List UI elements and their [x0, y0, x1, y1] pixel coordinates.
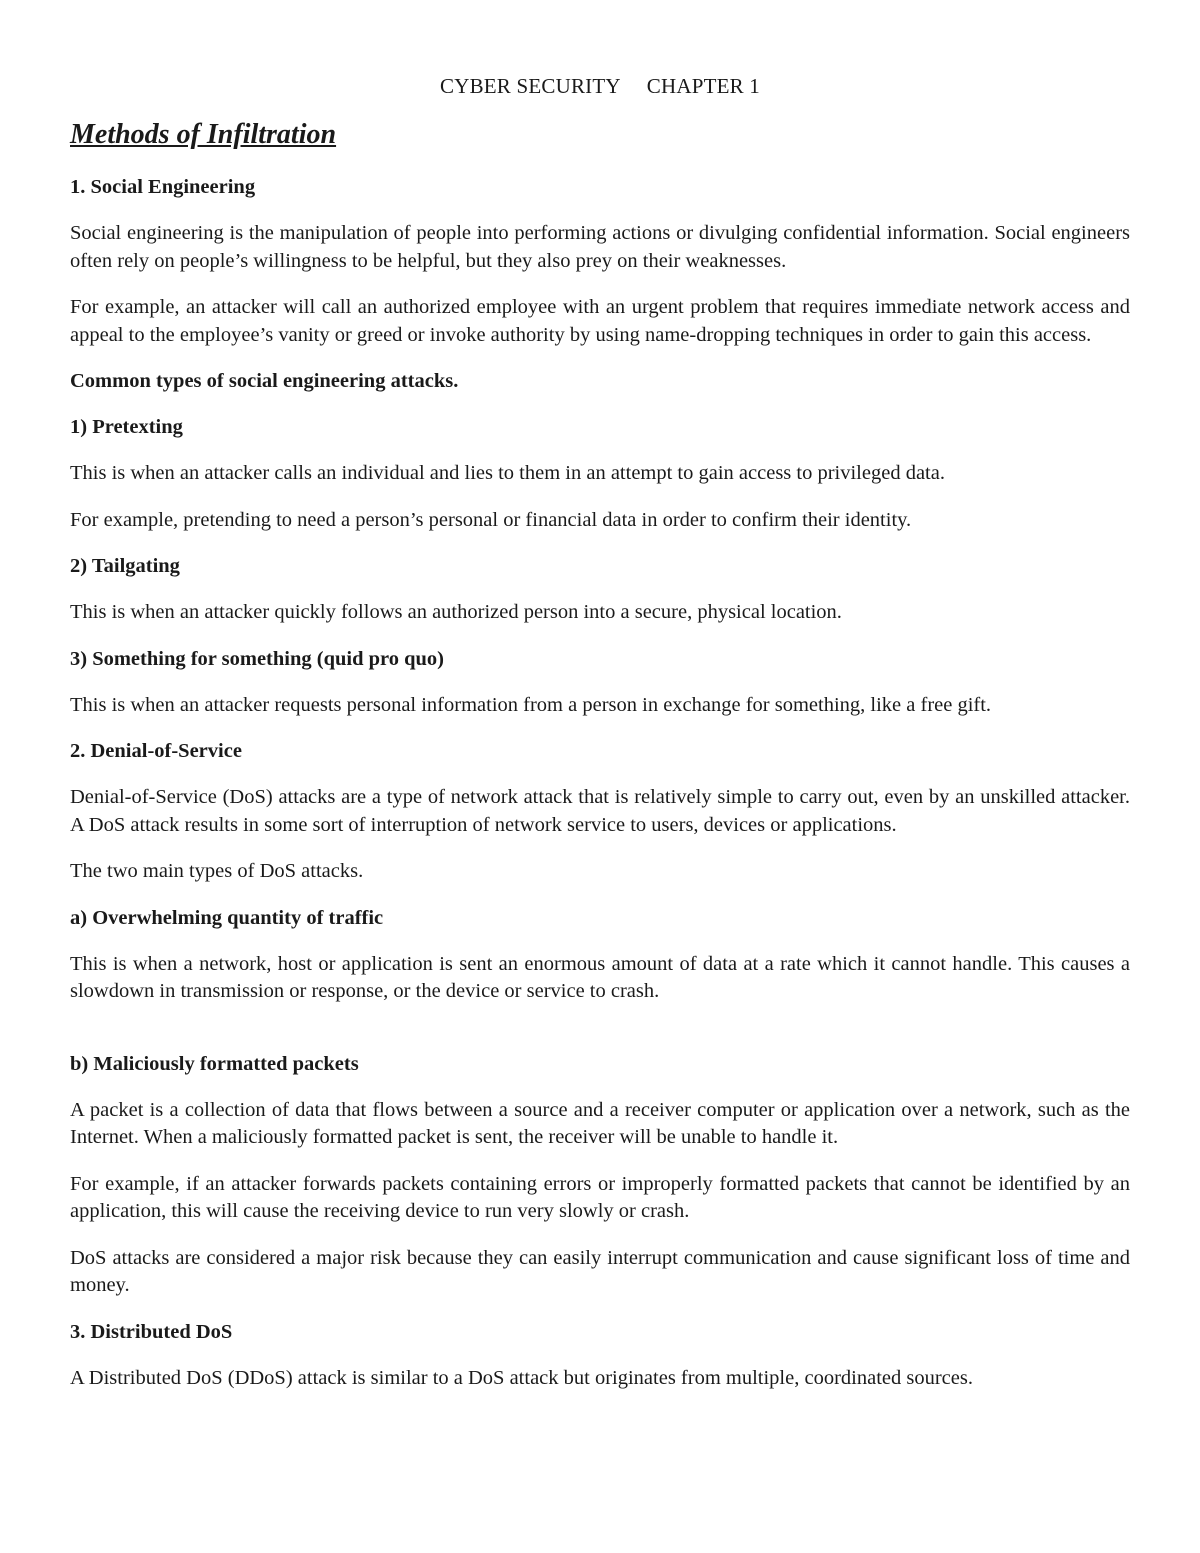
- document-page: [70, 72, 1130, 1411]
- document-title-chapter: CHAPTER 1: [646, 74, 760, 98]
- document-title-subject: CYBER SECURITY: [440, 74, 621, 98]
- paragraph: This is when an attacker requests personal information from a person in exchange for something, like a free gift.: [70, 693, 992, 716]
- document-title: [70, 72, 1130, 100]
- heading-pretexting: 1) Pretexting: [70, 416, 183, 438]
- paragraph: The two main types of DoS attacks.: [70, 860, 364, 882]
- section-title: Methods of Infiltration: [70, 119, 337, 150]
- paragraph: This is when a network, host or application is sent an enormous amount of data at a rate which it cannot handle. This causes a slowdown in transmission or response, or the device or service to crash.: [70, 952, 1130, 1002]
- paragraph: For example, if an attacker forwards packets containing errors or improperly formatted packets that cannot be identified by an application, this will cause the receiving device to run very slowly or crash.: [70, 1172, 1130, 1222]
- heading-distributed-dos: 3. Distributed DoS: [70, 1320, 233, 1343]
- paragraph: For example, an attacker will call an authorized employee with an urgent problem that requires immediate network access and appeal to the employee’s vanity or greed or invoke authority by using name-dropping techniques in order to gain this access.: [70, 296, 1130, 346]
- paragraph: A Distributed DoS (DDoS) attack is similar to a DoS attack but originates from multiple, coordinated sources.: [70, 1366, 973, 1389]
- heading-common-types: Common types of social engineering attacks.: [70, 370, 459, 392]
- paragraph: For example, pretending to need a person’s personal or financial data in order to confirm their identity.: [70, 508, 912, 531]
- paragraph: This is when an attacker quickly follows an authorized person into a secure, physical location.: [70, 601, 842, 623]
- paragraph: DoS attacks are considered a major risk because they can easily interrupt communication and cause significant loss of time and money.: [70, 1246, 1130, 1296]
- paragraph: This is when an attacker calls an individual and lies to them in an attempt to gain access to privileged data.: [70, 462, 945, 484]
- heading-tailgating: 2) Tailgating: [70, 555, 180, 577]
- heading-overwhelming-traffic: a) Overwhelming quantity of traffic: [70, 906, 384, 929]
- heading-denial-of-service: 2. Denial-of-Service: [70, 740, 242, 762]
- heading-quid-pro-quo: 3) Something for something (quid pro quo): [70, 647, 444, 670]
- heading-social-engineering: 1. Social Engineering: [70, 176, 256, 198]
- heading-malicious-packets: b) Maliciously formatted packets: [70, 1052, 359, 1075]
- paragraph: Social engineering is the manipulation of people into performing actions or divulging confidential information. Social engineers often rely on people’s willingness to be helpful, but they also prey on their weaknesses.: [70, 222, 1130, 272]
- paragraph: Denial-of-Service (DoS) attacks are a type of network attack that is relatively simple to carry out, even by an unskilled attacker. A DoS attack results in some sort of interruption of network service to users, devices or applications.: [70, 786, 1130, 836]
- paragraph: A packet is a collection of data that flows between a source and a receiver computer or application over a network, such as the Internet. When a maliciously formatted packet is sent, the receiver will be unable to handle it.: [70, 1098, 1130, 1148]
